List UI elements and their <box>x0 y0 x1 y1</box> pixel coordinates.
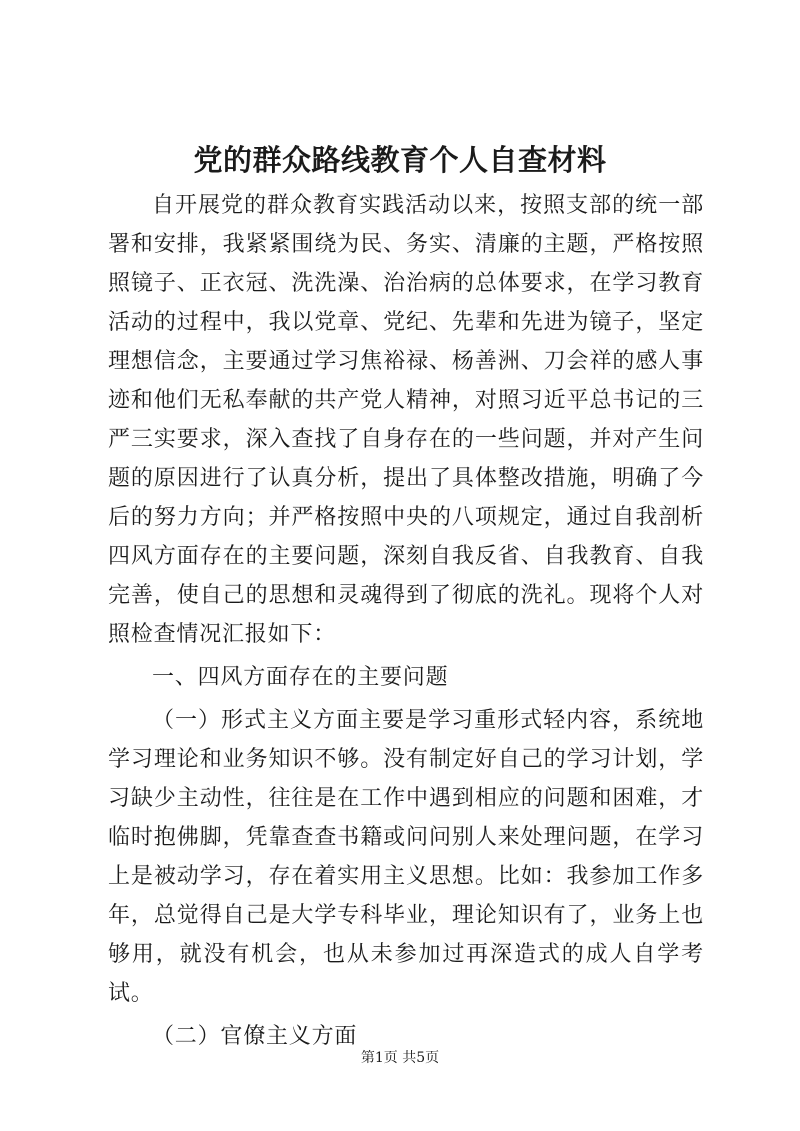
formalism-paragraph: （一）形式主义方面主要是学习重形式轻内容，系统地学习理论和业务知识不够。没有制定好自己的学习计划，学习缺少主动性，往往是在工作中遇到相应的问题和困难，才临时抱佛脚，凭靠查查书籍或问问别人来处理问题，在学习上是被动学习，存在着实用主义思想。比如：我参加工作多年，总觉得自己是大学专科毕业，理论知识有了，业务上也够用，就没有机会，也从未参加过再深造式的成人自学考试。 <box>108 708 704 1006</box>
page-number-footer: 第1页 共5页 <box>360 1050 440 1066</box>
document-title: 党的群众路线教育个人自查材料 <box>193 143 607 177</box>
section-heading: 一、四风方面存在的主要问题 <box>152 665 449 690</box>
document-body <box>108 186 704 1056</box>
bureaucratism-heading: （二）官僚主义方面 <box>152 1024 358 1049</box>
intro-paragraph: 自开展党的群众教育实践活动以来，按照支部的统一部署和安排，我紧紧围绕为民、务实、清廉的主题，严格按照照镜子、正衣冠、洗洗澡、治治病的总体要求，在学习教育活动的过程中，我以党章、党纪、先辈和先进为镜子，坚定理想信念，主要通过学习焦裕禄、杨善洲、刀会祥的感人事迹和他们无私奉献的共产党人精神，对照习近平总书记的三严三实要求，深入查找了自身存在的一些问题，并对产生问题的原因进行了认真分析，提出了具体整改措施，明确了今后的努力方向；并严格按照中央的八项规定，通过自我剖析四风方面存在的主要问题，深刻自我反省、自我教育、自我完善，使自己的思想和灵魂得到了彻底的洗礼。现将个人对照检查情况汇报如下： <box>108 193 704 647</box>
